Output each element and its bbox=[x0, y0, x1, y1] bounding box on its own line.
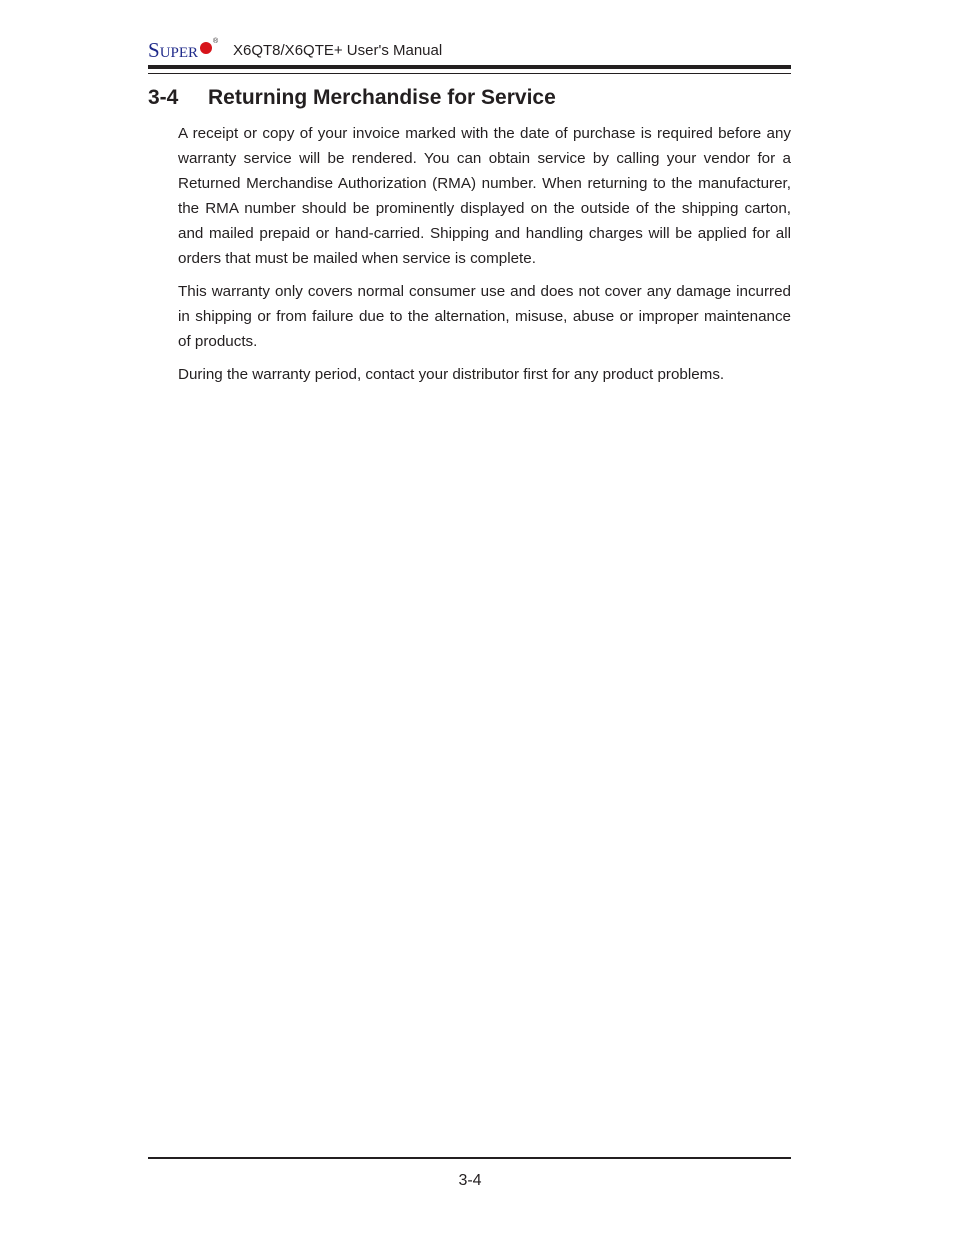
paragraph-contact-distributor: During the warranty period, contact your distributor first for any product problems. bbox=[178, 366, 725, 383]
section-body bbox=[178, 121, 791, 395]
page-header bbox=[148, 36, 791, 66]
header-rule-thick bbox=[148, 65, 791, 69]
header-rule-thin bbox=[148, 73, 791, 74]
page-number: 3-4 bbox=[458, 1172, 482, 1189]
paragraph-warranty-coverage: This warranty only covers normal consumer use and does not cover any damage incurred in shipping or from failure due to the alternation, misuse, abuse or improper maintenance of products. bbox=[178, 283, 791, 350]
section-title: Returning Merchandise for Service bbox=[208, 86, 556, 109]
paragraph-rma: A receipt or copy of your invoice marked with the date of purchase is required before any warranty service will be rendered. You can obtain service by calling your vendor for a Returned Merchandise Authorization (RMA) number. When returning to the manufacturer, the RMA number should be prominently displayed on the outside of the shipping carton, and mailed prepaid or hand-carried. Shipping and handling charges will be applied for all orders that must be mailed when service is complete. bbox=[178, 125, 791, 267]
section-heading bbox=[148, 84, 556, 112]
footer-rule bbox=[148, 1157, 791, 1159]
logo-rest: UPER bbox=[159, 45, 199, 61]
supermicro-logo bbox=[148, 36, 218, 64]
logo-registered-mark: ® bbox=[213, 38, 219, 45]
section-number: 3-4 bbox=[148, 86, 179, 109]
logo-dot-icon bbox=[200, 42, 212, 54]
logo-first-letter: S bbox=[148, 38, 160, 62]
manual-title: X6QT8/X6QTE+ User's Manual bbox=[233, 42, 443, 59]
